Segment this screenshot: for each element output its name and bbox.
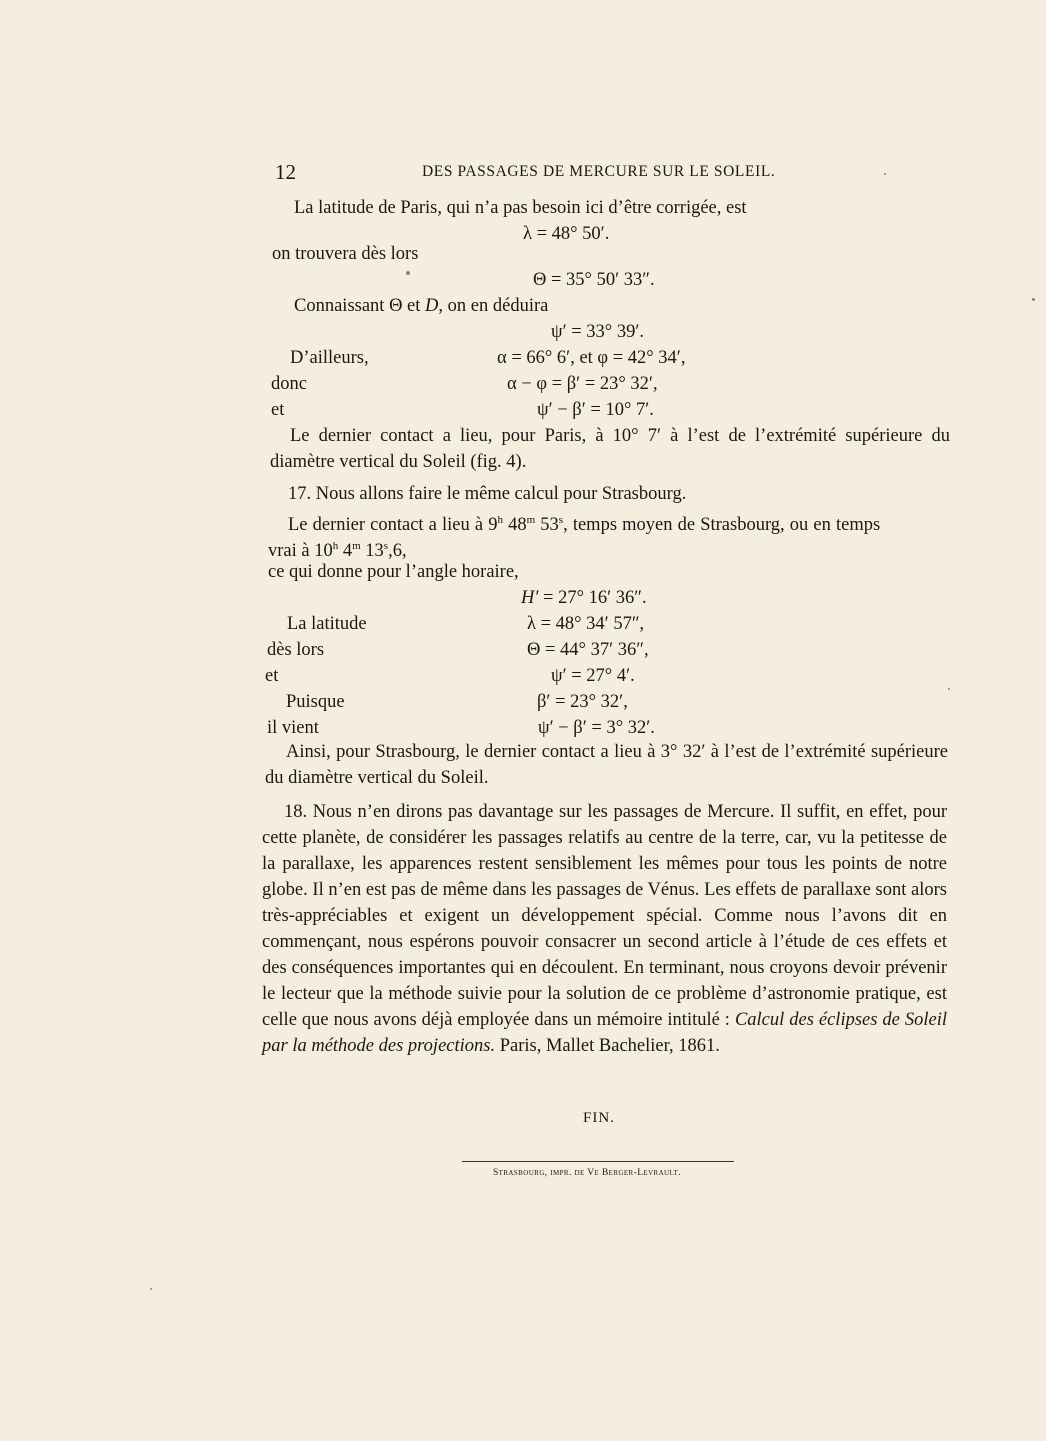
scan-speck xyxy=(406,271,410,275)
line-on-trouvera: on trouvera dès lors xyxy=(272,244,419,264)
equation-psi-minus-beta: ψ′ − β′ = 10° 7′. xyxy=(537,400,654,420)
line-la-latitude: La latitude xyxy=(287,614,367,634)
line-temps-vrai: vrai à 10$^h$ 4$^m$ 13$^s$,6, xyxy=(268,540,407,562)
page-number: 12 xyxy=(275,160,296,184)
line-temps-moyen: Le dernier contact a lieu à 9$^h$ 48$^m$ 53$^s$, temps moyen de Strasbourg, ou en temps xyxy=(288,514,881,536)
line-et-2: et xyxy=(265,666,279,686)
line-angle-horaire: ce qui donne pour l’angle horaire, xyxy=(268,562,519,582)
equation-psi: ψ′ = 33° 39′. xyxy=(551,322,645,342)
equation-theta: Θ = 35° 50′ 33″. xyxy=(533,270,655,290)
paragraph-section-18: 18. Nous n’en dirons pas davantage sur les passages de Mercure. Il suffit, en effet, pour cette planète, de considérer les passages relatifs au centre de la terre, car, vu la petitesse de la parallaxe, les apparences restent sensiblement les mêmes pour tous les points de notre globe. Il n’en est pas de même dans les passages de Vénus. Les effets de parallaxe sont alors très-appréciables et exigent un développement spécial. Comme nous l’avons dit en commençant, nous espérons pouvoir consacrer un second article à l’étude de ces effets et des conséquences importantes qui en découlent. En terminant, nous croyons devoir prévenir le lecteur que la méthode suivie pour la solution de ce problème d’astronomie pratique, est celle que nous avons déjà employée dans un mémoire intitulé : Calcul des éclipses de Soleil par la méthode des projections. Paris, Mallet Bachelier, 1861. xyxy=(262,802,947,1056)
line-des-lors: dès lors xyxy=(267,640,325,660)
line-puisque: Puisque xyxy=(286,692,345,712)
scan-speck xyxy=(150,1288,152,1290)
equation-beta-strasbourg: β′ = 23° 32′, xyxy=(537,692,628,712)
line-connaissant: Connaissant Θ et D, on en déduira xyxy=(294,296,549,316)
colophon-rule xyxy=(462,1161,734,1162)
equation-lambda: λ = 48° 50′. xyxy=(523,224,610,244)
section-17-heading: 17. Nous allons faire le même calcul pour Strasbourg. xyxy=(288,484,687,504)
equation-alpha-phi: α = 66° 6′, et φ = 42° 34′, xyxy=(497,348,686,368)
printer-colophon: Strasbourg, impr. de Ve Berger-Levrault. xyxy=(493,1168,681,1178)
line-donc: donc xyxy=(271,374,307,394)
end-mark: FIN. xyxy=(583,1110,615,1126)
equation-lambda-strasbourg: λ = 48° 34′ 57″, xyxy=(527,614,645,634)
scan-speck xyxy=(948,688,950,690)
line-et: et xyxy=(271,400,285,420)
paragraph-contact-strasbourg: Ainsi, pour Strasbourg, le dernier contact a lieu à 3° 32′ à l’est de l’extrémité supérieure du diamètre vertical du Soleil. xyxy=(265,742,948,788)
running-title: DES PASSAGES DE MERCURE SUR LE SOLEIL. xyxy=(422,163,776,180)
equation-psi-strasbourg: ψ′ = 27° 4′. xyxy=(551,666,635,686)
scan-speck xyxy=(884,173,886,175)
equation-theta-strasbourg: Θ = 44° 37′ 36″, xyxy=(527,640,649,660)
cited-work-title: Calcul des éclipses de Soleil par la méthode des projections. xyxy=(262,1010,947,1056)
equation-psi-minus-beta-strasbourg: ψ′ − β′ = 3° 32′. xyxy=(538,718,655,738)
line-dailleurs: D’ailleurs, xyxy=(290,348,369,368)
equation-hour-angle: H′ = 27° 16′ 36″. xyxy=(521,588,647,608)
paragraph-latitude-paris: La latitude de Paris, qui n’a pas besoin ici d’être corrigée, est xyxy=(294,198,747,218)
scan-speck xyxy=(1032,298,1035,301)
equation-beta: α − φ = β′ = 23° 32′, xyxy=(507,374,658,394)
paragraph-contact-paris: Le dernier contact a lieu, pour Paris, à 10° 7′ à l’est de l’extrémité supérieure du diamètre vertical du Soleil (fig. 4). xyxy=(270,426,950,472)
line-il-vient: il vient xyxy=(267,718,319,738)
